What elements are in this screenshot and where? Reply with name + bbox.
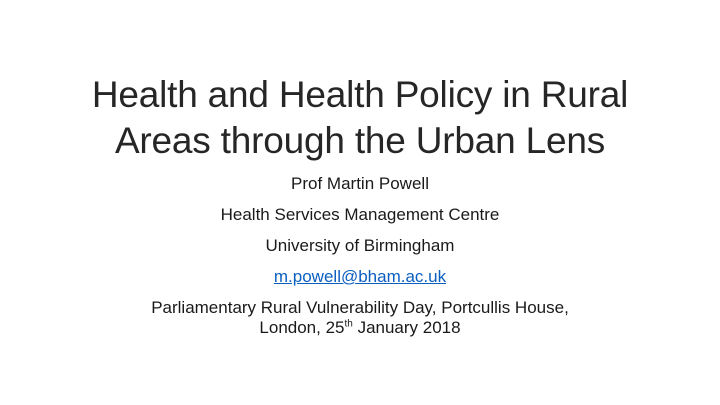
slide-subtitle bbox=[40, 174, 680, 338]
department-name: Health Services Management Centre bbox=[220, 205, 500, 224]
slide-title-line-1: Health and Health Policy in Rural bbox=[91, 74, 629, 115]
event-date-ordinal: th bbox=[344, 318, 353, 330]
email-line bbox=[40, 267, 680, 287]
event-date-prefix: London, 25 bbox=[259, 318, 345, 337]
author-name: Prof Martin Powell bbox=[291, 174, 429, 193]
slide-title-line-2: Areas through the Urban Lens bbox=[114, 120, 606, 161]
event-date-suffix: January 2018 bbox=[352, 318, 461, 337]
slide-title bbox=[40, 72, 680, 164]
event-line-1: Parliamentary Rural Vulnerability Day, Portcullis House, bbox=[151, 298, 569, 317]
event-line-2 bbox=[40, 318, 680, 338]
email-link[interactable]: m.powell@bham.ac.uk bbox=[273, 267, 447, 286]
university-name: University of Birmingham bbox=[265, 236, 455, 255]
